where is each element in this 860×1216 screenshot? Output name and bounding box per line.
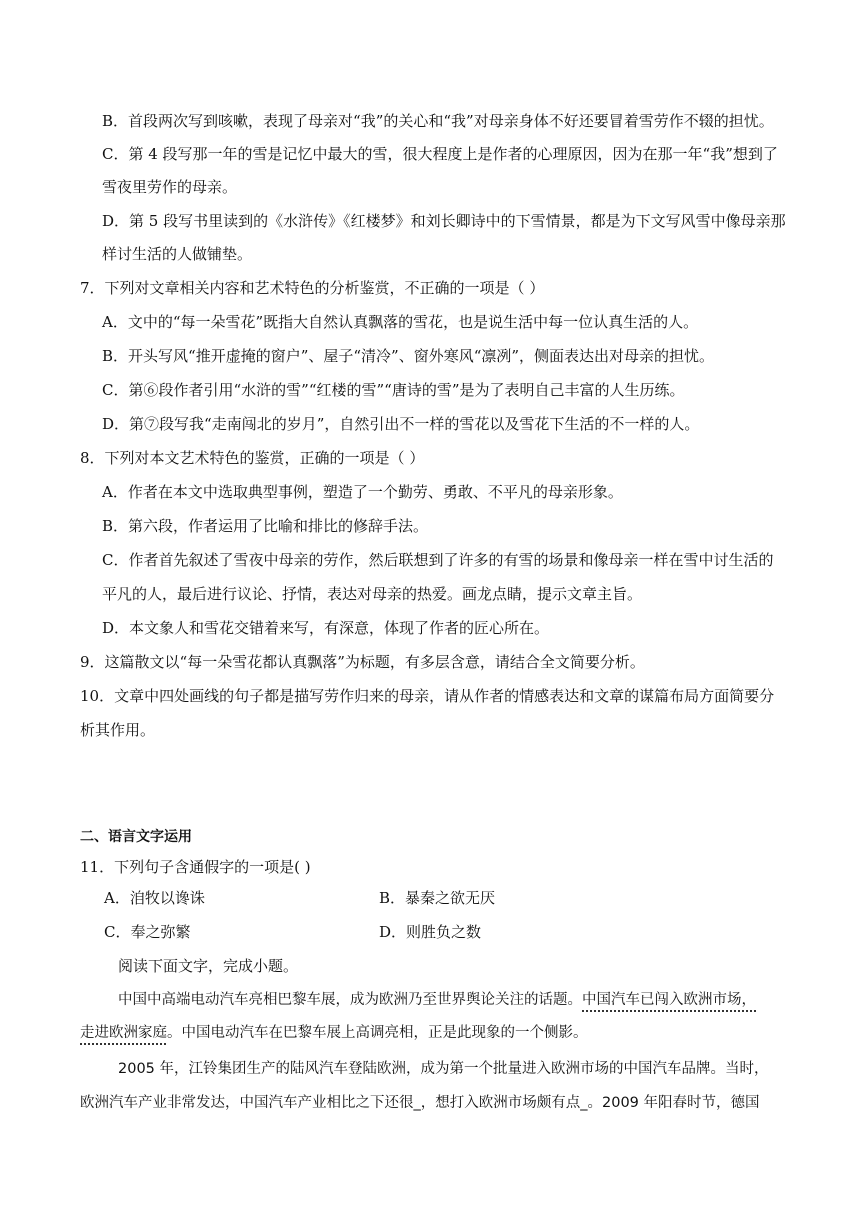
q6-option-d-line2: 样讨生活的人做铺垫。	[102, 245, 253, 263]
reading-paragraph1-line2	[80, 1022, 588, 1044]
reading-paragraph2-line1: 2005 年，江铃集团生产的陆风汽车登陆欧洲，成为第一个批量进入欧洲市场的中国汽车品牌。当时，	[118, 1061, 769, 1077]
q11-option-d: D．则胜负之数	[379, 923, 482, 941]
q10-stem-line2: 析其作用。	[80, 721, 156, 739]
q6-option-b: B．首段两次写到咳嗽，表现了母亲对“我”的关心和“我”对母亲身体不好还要冒着雪劳作不辍的担忧。	[102, 112, 774, 130]
q6-option-d-line1: D．第 5 段写书里读到的《水浒传》《红楼梦》和刘长卿诗中的下雪情景，都是为下文写风雪中像母亲那	[102, 212, 786, 230]
reading-p1-dotted: 中国汽车已闯入欧洲市场，	[582, 992, 756, 1008]
q8-option-c-line1: C．作者首先叙述了雪夜中母亲的劳作，然后联想到了许多的有雪的场景和像母亲一样在雪中讨生活的	[102, 551, 774, 569]
q9-stem: 9．这篇散文以“每一朵雪花都认真飘落”为标题，有多层含意，请结合全文简要分析。	[80, 653, 645, 671]
reading-paragraph1-line1	[118, 989, 756, 1011]
reading-p1-text: 中国中高端电动汽车亮相巴黎车展，成为欧洲乃至世界舆论关注的话题。	[118, 992, 582, 1008]
q7-option-b: B．开头写风“推开虚掩的窗户”、屋子“清冷”、窗外寒风“凛冽”，侧面表达出对母亲的担忧。	[102, 347, 715, 365]
q8-option-a: A．作者在本文中选取典型事例，塑造了一个勤劳、勇敢、不平凡的母亲形象。	[102, 483, 623, 501]
q7-option-a: A．文中的“每一朵雪花”既指大自然认真飘落的雪花，也是说生活中每一位认真生活的人。	[102, 313, 699, 331]
q7-stem: 7．下列对文章相关内容和艺术特色的分析鉴赏，不正确的一项是（ ）	[80, 279, 545, 297]
q8-stem: 8．下列对本文艺术特色的鉴赏，正确的一项是（ ）	[80, 449, 425, 467]
q7-option-d: D．第⑦段写我“走南闯北的岁月”，自然引出不一样的雪花以及雪花下生活的不一样的人。	[102, 415, 700, 433]
q6-option-c-line1: C．第 4 段写那一年的雪是记忆中最大的雪，很大程度上是作者的心理原因，因为在那一年“我”想到了	[102, 145, 778, 163]
q11-option-a: A．洎牧以谗诛	[104, 889, 205, 907]
q8-option-d: D．本文象人和雪花交错着来写，有深意，体现了作者的匠心所在。	[102, 619, 550, 637]
reading-paragraph2-line2: 欧洲汽车产业非常发达，中国汽车产业相比之下还很_，想打入欧洲市场颇有点_。2009 年阳春时节，德国	[80, 1095, 760, 1111]
q11-option-b: B．暴秦之欲无厌	[379, 889, 496, 907]
q8-option-c-line2: 平凡的人，最后进行议论、抒情，表达对母亲的热爱。画龙点睛，提示文章主旨。	[102, 585, 643, 603]
reading-intro: 阅读下面文字，完成小题。	[118, 957, 299, 975]
reading-p1-dotted-cont: 走进欧洲家庭	[80, 1025, 167, 1041]
q11-option-c: C．奉之弥繁	[104, 923, 191, 941]
q8-option-b: B．第六段，作者运用了比喻和排比的修辞手法。	[102, 517, 429, 535]
reading-p1-text-cont: 。中国电动汽车在巴黎车展上高调亮相，正是此现象的一个侧影。	[167, 1025, 588, 1041]
q11-stem: 11．下列句子含通假字的一项是( )	[80, 858, 311, 876]
q6-option-c-line2: 雪夜里劳作的母亲。	[102, 178, 238, 196]
section-heading: 二、语言文字运用	[80, 829, 192, 845]
q7-option-c: C．第⑥段作者引用“水浒的雪”“红楼的雪”“唐诗的雪”是为了表明自己丰富的人生历练。	[102, 381, 685, 399]
q10-stem-line1: 10．文章中四处画线的句子都是描写劳作归来的母亲，请从作者的情感表达和文章的谋篇布局方面简要分	[80, 687, 775, 705]
